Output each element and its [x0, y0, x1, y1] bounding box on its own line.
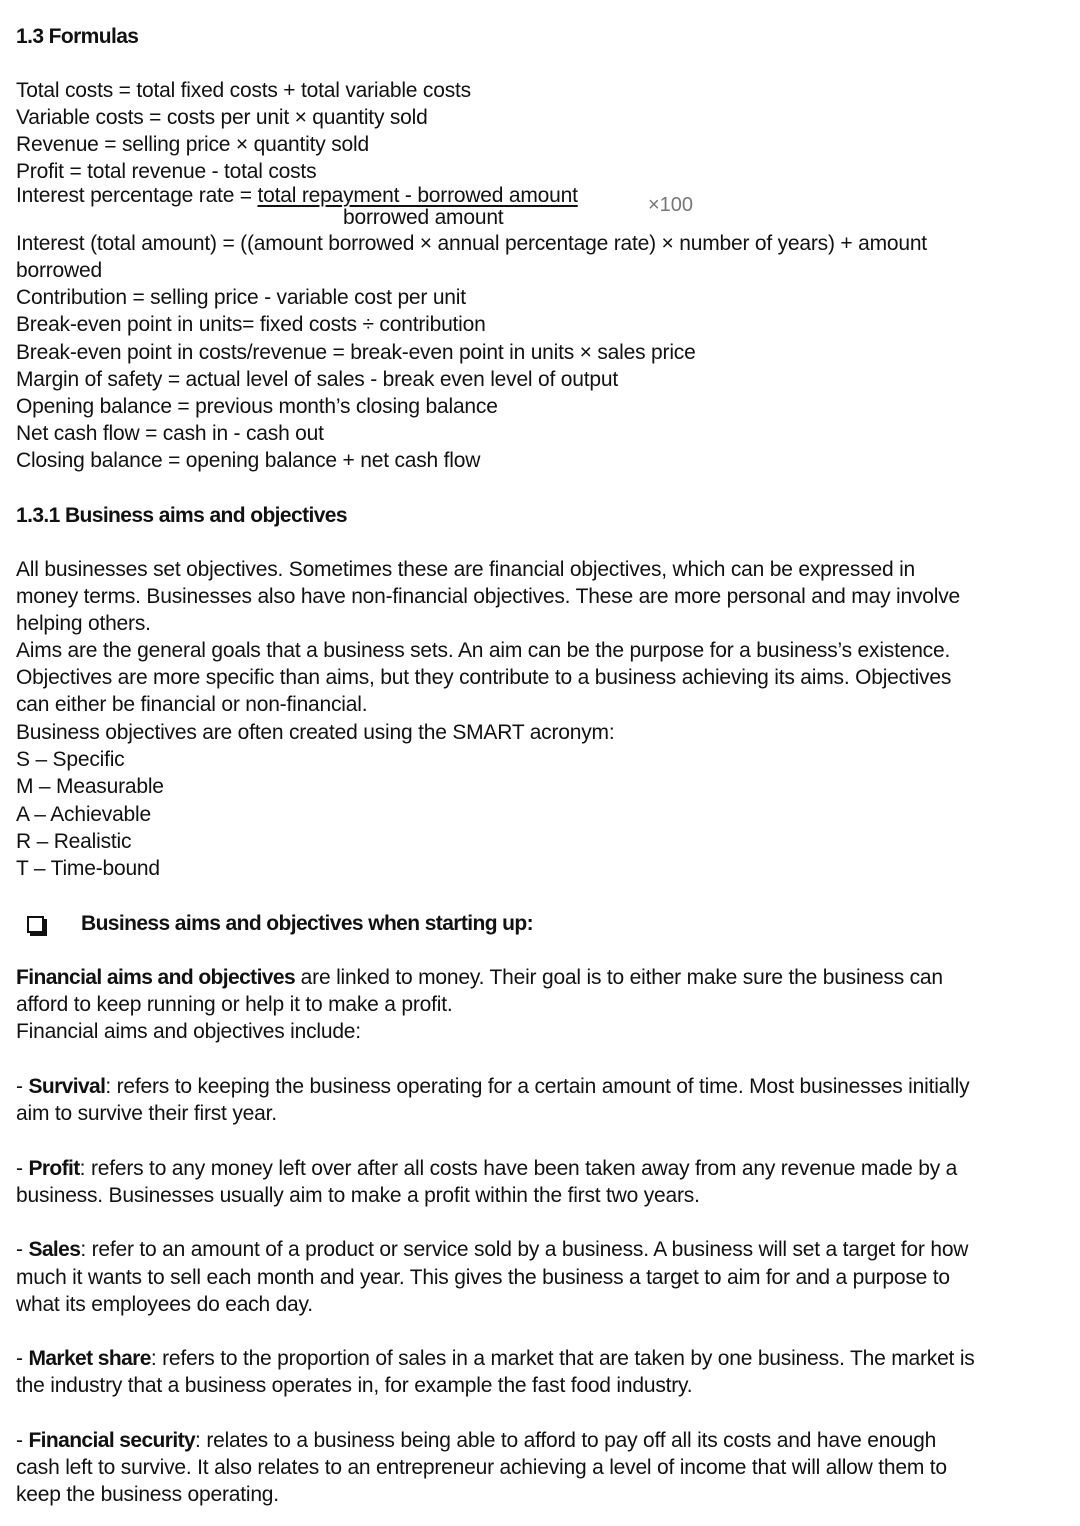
aims-paragraph-line: Aims are the general goals that a business sets. An aim can be the purpose for a business’s existence. [16, 639, 951, 662]
heading-business-aims: 1.3.1 Business aims and objectives [16, 504, 347, 527]
formula-revenue: Revenue = selling price × quantity sold [16, 133, 369, 156]
list-item-market-share [16, 1345, 975, 1372]
list-item-term: Market share [28, 1347, 151, 1370]
financial-intro-text: are linked to money. Their goal is to either make sure the business can [295, 966, 943, 989]
aims-paragraph-line: All businesses set objectives. Sometimes these are financial objectives, which can be expressed in [16, 558, 916, 581]
list-item-sales-line3: what its employees do each day. [16, 1293, 313, 1316]
formula-break-even-units: Break-even point in units= fixed costs ÷ contribution [16, 313, 486, 336]
formula-total-costs: Total costs = total fixed costs + total variable costs [16, 79, 471, 102]
financial-intro-line1 [16, 964, 943, 991]
list-item-sales-line2: much it wants to sell each month and year. This gives the business a target to aim for and a purpose to [16, 1266, 950, 1289]
list-item-text: : refers to keeping the business operating for a certain amount of time. Most businesses initially [105, 1075, 970, 1098]
list-dash: - [16, 1238, 29, 1261]
list-dash: - [16, 1347, 29, 1370]
checkbox-bullet-icon [27, 916, 44, 933]
list-item-term: Survival [28, 1075, 106, 1098]
list-dash: - [16, 1157, 29, 1180]
formula-contribution: Contribution = selling price - variable cost per unit [16, 286, 466, 309]
formula-profit: Profit = total revenue - total costs [16, 160, 317, 183]
heading-formulas: 1.3 Formulas [16, 25, 139, 48]
list-dash: - [16, 1429, 29, 1452]
list-item-term: Sales [28, 1238, 81, 1261]
list-item-text: : refers to any money left over after all costs have been taken away from any revenue made by a [79, 1157, 958, 1180]
interest-rate-denominator: borrowed amount [343, 206, 504, 229]
list-dash: - [16, 1075, 29, 1098]
aims-paragraph-line: helping others. [16, 612, 151, 635]
aims-paragraph-line: Objectives are more specific than aims, but they contribute to a business achieving its aims. Objectives [16, 666, 952, 689]
list-item-financial-security-line3: keep the business operating. [16, 1483, 279, 1506]
financial-intro-line3: Financial aims and objectives include: [16, 1020, 361, 1043]
list-item-text: : relates to a business being able to afford to pay off all its costs and have enough [195, 1429, 937, 1452]
financial-intro-line2: afford to keep running or help it to make a profit. [16, 993, 453, 1016]
formula-margin-of-safety: Margin of safety = actual level of sales - break even level of output [16, 368, 618, 391]
list-item-profit-line2: business. Businesses usually aim to make a profit within the first two years. [16, 1184, 700, 1207]
list-item-term: Financial security [28, 1429, 196, 1452]
aims-paragraph-line: Business objectives are often created using the SMART acronym: [16, 721, 615, 744]
list-item-text: : refers to the proportion of sales in a market that are taken by one business. The market is [150, 1347, 975, 1370]
list-item-profit [16, 1155, 957, 1182]
formula-interest-total-line2: borrowed [16, 259, 102, 282]
list-item-survival-line2: aim to survive their first year. [16, 1102, 277, 1125]
smart-item-time-bound: T – Time-bound [16, 857, 160, 880]
list-item-financial-security-line2: cash left to survive. It also relates to an entrepreneur achieving a level of income that will allow them to [16, 1456, 947, 1479]
list-item-term: Profit [28, 1157, 80, 1180]
financial-intro-term: Financial aims and objectives [16, 966, 296, 989]
list-item-market-share-line2: the industry that a business operates in, for example the fast food industry. [16, 1374, 693, 1397]
interest-rate-multiplier: ×100 [648, 194, 694, 216]
list-item-survival [16, 1073, 969, 1100]
formula-closing-balance: Closing balance = opening balance + net cash flow [16, 449, 481, 472]
smart-item-measurable: M – Measurable [16, 775, 164, 798]
smart-item-achievable: A – Achievable [16, 803, 151, 826]
smart-item-realistic: R – Realistic [16, 830, 132, 853]
formula-break-even-revenue: Break-even point in costs/revenue = break-even point in units × sales price [16, 341, 696, 364]
heading-starting-up: Business aims and objectives when starting up: [81, 912, 534, 935]
formula-opening-balance: Opening balance = previous month’s closing balance [16, 395, 498, 418]
formula-interest-total-line1: Interest (total amount) = ((amount borrowed × annual percentage rate) × number of years) + amount [16, 232, 927, 255]
interest-rate-label: Interest percentage rate = [16, 184, 258, 207]
aims-paragraph-line: money terms. Businesses also have non-financial objectives. These are more personal and may involve [16, 585, 960, 608]
formula-variable-costs: Variable costs = costs per unit × quantity sold [16, 106, 428, 129]
list-item-sales [16, 1236, 968, 1263]
aims-paragraph-line: can either be financial or non-financial. [16, 693, 368, 716]
formula-net-cash-flow: Net cash flow = cash in - cash out [16, 422, 324, 445]
list-item-text: : refer to an amount of a product or service sold by a business. A business will set a target for how [80, 1238, 969, 1261]
list-item-financial-security [16, 1427, 936, 1454]
interest-rate-numerator: total repayment - borrowed amount [257, 184, 578, 207]
smart-item-specific: S – Specific [16, 748, 125, 771]
